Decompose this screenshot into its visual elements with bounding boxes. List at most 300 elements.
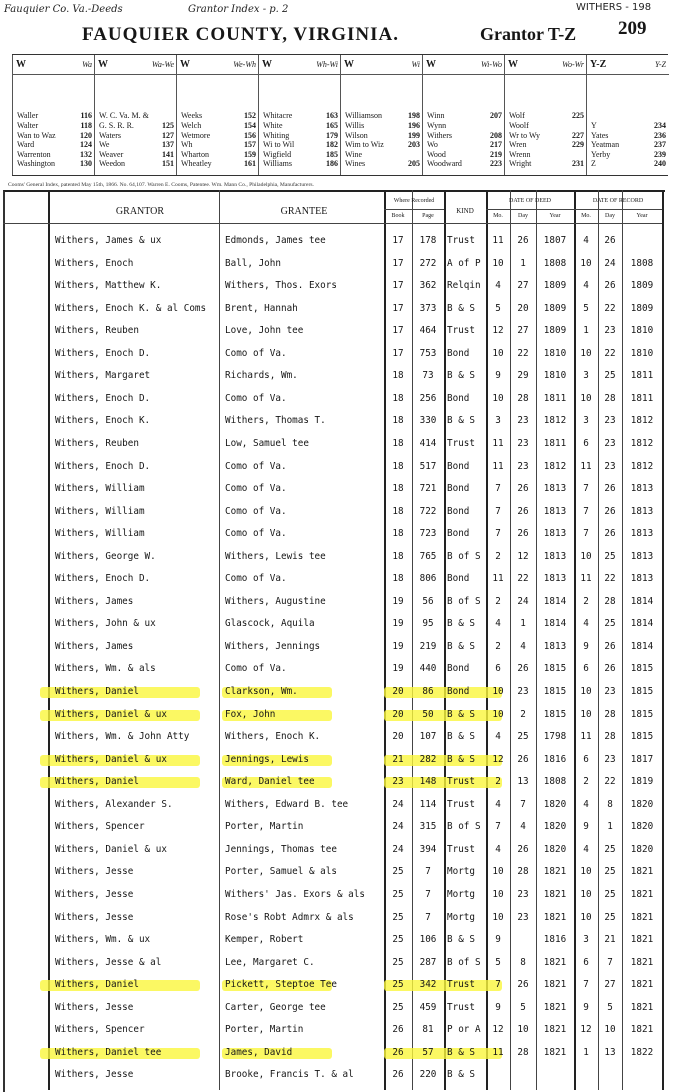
index-entry-name: White [263, 121, 283, 131]
index-entry [263, 131, 338, 141]
deed-day-cell: 23 [517, 437, 529, 449]
book-cell: 18 [392, 415, 404, 427]
index-entry [17, 140, 92, 150]
kind-cell: Bond [447, 347, 470, 359]
deed-year-cell: 1820 [543, 821, 567, 833]
index-entry-page: 141 [162, 149, 174, 159]
grantee-cell: Kemper, Robert [225, 934, 304, 946]
deed-month-cell: 10 [492, 257, 504, 269]
record-year-cell: 1821 [630, 1001, 654, 1013]
record-day-cell: 25 [604, 618, 616, 630]
page-cell: 219 [419, 640, 437, 652]
grantee-cell: Withers, Lewis tee [225, 550, 326, 562]
index-column [258, 55, 341, 175]
index-entry [99, 121, 174, 131]
record-year-header: Year [636, 213, 648, 219]
deed-month-cell: 10 [492, 347, 504, 359]
record-year-cell: 1813 [630, 483, 654, 495]
page-cell: 220 [419, 1069, 437, 1081]
grantee-cell: Fox, John [225, 708, 276, 720]
index-entry [263, 140, 338, 150]
table-row [0, 614, 680, 636]
record-month-cell: 5 [583, 302, 589, 314]
index-column [422, 55, 505, 175]
grantor-cell: Withers, Enoch D. [55, 460, 151, 472]
grantee-cell: James, David [225, 1046, 293, 1058]
page-cell: 721 [419, 483, 437, 495]
record-year-cell: 1813 [630, 573, 654, 585]
record-day-cell: 28 [604, 731, 616, 743]
deed-month-cell: 7 [495, 979, 501, 991]
grantee-cell: Withers, Jennings [225, 640, 321, 652]
table-row [0, 569, 680, 591]
deed-day-cell: 28 [517, 866, 529, 878]
deed-day-cell: 7 [520, 798, 526, 810]
table-row [0, 975, 680, 997]
table-row [0, 321, 680, 343]
record-month-cell: 1 [583, 1046, 589, 1058]
record-year-cell: 1815 [630, 663, 654, 675]
deed-month-cell: 10 [492, 392, 504, 404]
record-day-cell: 27 [604, 979, 616, 991]
index-entry [181, 140, 256, 150]
page-cell: 287 [419, 956, 437, 968]
page-cell: 459 [419, 1001, 437, 1013]
index-letter: Y-Z [590, 59, 607, 70]
grantor-cell: Withers, William [55, 483, 145, 495]
grantee-cell: Withers, Thomas T. [225, 415, 326, 427]
record-day-cell: 23 [604, 325, 616, 337]
index-entry [263, 150, 338, 160]
grantor-range-label: Grantor T-Z [480, 24, 577, 44]
deed-month-cell: 12 [492, 1024, 504, 1036]
publisher-line: Cooms' General Index, patented May 15th, 1866. No. 64,107. Warren E. Cooms, Patentee. Wm. Mann Co., Philadelphia, Manufacturers. [8, 182, 314, 188]
kind-header: KIND [456, 207, 474, 215]
book-cell: 19 [392, 663, 404, 675]
index-letter: W [16, 59, 26, 70]
index-entry-page: 118 [80, 121, 92, 131]
index-entry-name: Ward [17, 140, 35, 150]
record-year-cell: 1812 [630, 460, 654, 472]
deed-day-cell: 27 [517, 325, 529, 337]
table-row [0, 524, 680, 546]
index-range: Wa [82, 60, 92, 69]
book-cell: 25 [392, 888, 404, 900]
index-entry-name: Y [591, 121, 597, 131]
record-day-cell: 28 [604, 392, 616, 404]
book-cell: 20 [392, 708, 404, 720]
index-column-header [177, 55, 259, 75]
record-year-cell: 1809 [630, 302, 654, 314]
deed-year-cell: 1809 [543, 325, 567, 337]
grantor-cell: Withers, Daniel [55, 686, 139, 697]
grantor-cell: Withers, Daniel & ux [55, 753, 167, 765]
record-month-cell: 2 [583, 595, 589, 607]
record-day-cell: 25 [604, 370, 616, 382]
grantee-cell: Glascock, Aquila [225, 618, 315, 630]
index-entry [427, 111, 502, 121]
table-row [0, 953, 680, 975]
index-entry-name: Weeks [181, 111, 203, 121]
grantee-cell: Como of Va. [225, 460, 287, 472]
record-month-cell: 7 [583, 979, 589, 991]
index-column [340, 55, 423, 175]
table-row [0, 547, 680, 569]
table-row [0, 457, 680, 479]
grantor-cell: Withers, Daniel & ux [55, 843, 167, 855]
record-month-cell: 11 [580, 731, 592, 743]
alphabetical-index [12, 54, 668, 176]
page-cell: 107 [419, 731, 437, 743]
grantor-cell: Withers, Enoch D. [55, 573, 151, 585]
table-row [0, 592, 680, 614]
deed-year-cell: 1807 [543, 235, 567, 246]
deed-year-cell: 1811 [543, 437, 567, 449]
index-column-header [341, 55, 423, 75]
index-entry-page: 223 [490, 159, 502, 169]
kind-cell: Bond [447, 505, 470, 517]
page-cell: 414 [419, 437, 437, 449]
deed-day-cell: 12 [517, 550, 529, 562]
grantor-cell: Withers, Jesse [55, 866, 134, 878]
record-year-cell: 1813 [630, 528, 654, 540]
kind-cell: B of S [447, 595, 481, 607]
kind-cell: B & S [447, 415, 475, 427]
index-entry-name: Whiting [263, 130, 290, 140]
record-day-cell: 26 [604, 640, 616, 652]
index-entry-name: Wigfield [263, 149, 292, 159]
index-range: Wo-Wr [562, 60, 584, 69]
index-entry-name: Wren [509, 140, 527, 150]
index-column-header [259, 55, 341, 75]
index-entry-name: Waters [99, 130, 122, 140]
deed-day-cell: 26 [517, 505, 529, 517]
table-row [0, 389, 680, 411]
kind-cell: Bond [447, 483, 470, 495]
deed-day-cell: 23 [517, 686, 529, 697]
index-entry-name: Wo [427, 140, 438, 150]
record-year-cell: 1820 [630, 843, 654, 855]
record-year-cell: 1821 [630, 911, 654, 923]
table-row [0, 411, 680, 433]
book-cell: 23 [392, 776, 404, 788]
record-day-cell: 26 [604, 483, 616, 495]
index-entry [181, 121, 256, 131]
book-cell: 20 [392, 686, 404, 697]
index-entry-page: 240 [654, 159, 666, 169]
deed-year-cell: 1810 [543, 347, 567, 359]
grantee-cell: Pickett, Steptoe Tee [225, 979, 337, 991]
deed-day-header: Day [518, 213, 528, 219]
book-cell: 25 [392, 911, 404, 923]
index-range: Wa-We [151, 60, 174, 69]
deed-day-cell: 24 [517, 595, 529, 607]
record-month-cell: 10 [580, 911, 592, 923]
record-day-cell: 10 [604, 1024, 616, 1036]
record-day-cell: 25 [604, 866, 616, 878]
grantor-cell: Withers, Jesse [55, 911, 134, 923]
index-entry-name: Williams [263, 159, 293, 169]
deed-month-cell: 9 [495, 370, 501, 382]
deed-day-cell: 13 [517, 776, 529, 788]
record-month-cell: 3 [583, 415, 589, 427]
index-entry [427, 159, 502, 169]
index-entry [99, 131, 174, 141]
book-cell: 17 [392, 302, 404, 314]
deed-day-cell: 26 [517, 843, 529, 855]
record-month-cell: 4 [583, 235, 589, 246]
index-entry [591, 131, 666, 141]
book-cell: 18 [392, 573, 404, 585]
record-day-cell: 26 [604, 528, 616, 540]
record-year-cell: 1814 [630, 595, 654, 607]
deed-year-cell: 1815 [543, 663, 567, 675]
page-cell: 73 [422, 370, 434, 382]
kind-cell: Mortg [447, 888, 475, 900]
kind-cell: A of P [447, 257, 481, 269]
index-letter: W [262, 59, 272, 70]
index-entry-page: 231 [572, 159, 584, 169]
book-cell: 24 [392, 798, 404, 810]
kind-cell: Bond [447, 686, 470, 697]
deed-year-cell: 1816 [543, 934, 567, 946]
grantor-cell: Withers, Spencer [55, 1024, 145, 1036]
grantee-cell: Como of Va. [225, 483, 287, 495]
kind-cell: Trust [447, 235, 475, 246]
record-day-cell: 24 [604, 257, 616, 269]
deed-day-cell: 26 [517, 483, 529, 495]
book-cell: 21 [392, 753, 404, 765]
record-month-cell: 10 [580, 686, 592, 697]
index-entry [591, 121, 666, 131]
kind-cell: Bond [447, 528, 470, 540]
index-entry-page: 239 [654, 149, 666, 159]
table-row [0, 862, 680, 884]
table-row [0, 659, 680, 681]
page-cell: 806 [419, 573, 437, 585]
deed-year-cell: 1813 [543, 640, 567, 652]
grantor-cell: Withers, Enoch D. [55, 392, 151, 404]
record-month-cell: 12 [580, 1024, 592, 1036]
grantor-cell: Withers, John & ux [55, 618, 156, 630]
book-cell: 26 [392, 1069, 404, 1081]
book-cell: 24 [392, 821, 404, 833]
grantor-cell: Withers, William [55, 505, 145, 517]
record-year-cell: 1815 [630, 686, 654, 697]
grantor-cell: Withers, Wm. & ux [55, 934, 151, 946]
kind-cell: Bond [447, 460, 470, 472]
page-cell: 282 [419, 753, 437, 765]
index-entry-name: Yeatman [591, 140, 620, 150]
record-year-cell: 1821 [630, 1024, 654, 1036]
kind-cell: Trust [447, 437, 475, 449]
record-day-cell: 26 [604, 280, 616, 292]
deed-day-cell: 22 [517, 573, 529, 585]
index-entry-name: Willis [345, 121, 365, 131]
record-month-cell: 10 [580, 257, 592, 269]
table-row [0, 795, 680, 817]
index-entry-page: 132 [80, 149, 92, 159]
index-entry [263, 159, 338, 169]
grantor-cell: Withers, Jesse & al [55, 956, 162, 968]
kind-cell: P or A [447, 1024, 481, 1036]
record-year-cell: 1808 [630, 257, 654, 269]
index-entry-name: Weedon [99, 159, 126, 169]
record-year-cell: 1813 [630, 505, 654, 517]
index-entry [181, 159, 256, 169]
book-cell: 19 [392, 595, 404, 607]
grantee-cell: Richards, Wm. [225, 370, 298, 382]
index-entry-page: 124 [80, 140, 92, 150]
record-day-cell: 7 [607, 956, 613, 968]
date-of-record-header: DATE OF RECORD [592, 198, 644, 204]
index-entry-page: 234 [654, 121, 666, 131]
index-entry [427, 140, 502, 150]
kind-cell: B & S [447, 618, 475, 630]
page-cell: 723 [419, 528, 437, 540]
kind-cell: B & S [447, 934, 475, 946]
table-row [0, 344, 680, 366]
index-entry [509, 111, 584, 121]
record-month-cell: 10 [580, 347, 592, 359]
deed-month-cell: 5 [495, 302, 501, 314]
deed-day-cell: 1 [520, 618, 526, 630]
index-range: Wh-Wi [316, 60, 338, 69]
record-day-cell: 26 [604, 505, 616, 517]
record-month-cell: 1 [583, 325, 589, 337]
book-cell: 17 [392, 235, 404, 246]
index-entry-page: 205 [408, 159, 420, 169]
book-cell: 26 [392, 1046, 404, 1058]
page-title: FAUQUIER COUNTY, VIRGINIA. [82, 24, 400, 45]
index-entry [181, 131, 256, 141]
grantee-cell: Como of Va. [225, 392, 287, 404]
deed-day-cell: 25 [517, 731, 529, 743]
book-cell: 25 [392, 979, 404, 991]
table-row [0, 840, 680, 862]
index-entry [263, 111, 338, 121]
table-row [0, 366, 680, 388]
deed-month-cell: 2 [495, 776, 501, 788]
page-cell: 7 [425, 866, 431, 878]
record-month-cell: 4 [583, 798, 589, 810]
book-cell: 19 [392, 640, 404, 652]
index-entry [591, 150, 666, 160]
deed-month-cell: 7 [495, 821, 501, 833]
index-range: Wi [411, 60, 420, 69]
kind-cell: Bond [447, 573, 470, 585]
index-entry [99, 111, 174, 121]
record-month-cell: 9 [583, 640, 589, 652]
deed-day-cell: 5 [520, 1001, 526, 1013]
deed-day-cell: 29 [517, 370, 529, 382]
header-rule [3, 223, 662, 224]
record-year-cell: 1821 [630, 888, 654, 900]
index-column [586, 55, 669, 175]
table-row [0, 817, 680, 839]
index-range: Wi-Wo [480, 60, 502, 69]
kind-cell: Trust [447, 776, 475, 788]
record-day-cell: 8 [607, 798, 613, 810]
deed-day-cell: 23 [517, 415, 529, 427]
page-cell: 57 [422, 1046, 434, 1058]
deed-year-cell: 1821 [543, 956, 567, 968]
grantor-cell: Withers, James [55, 640, 134, 652]
index-entry-page: 161 [244, 159, 256, 169]
index-entry-page: 120 [80, 130, 92, 140]
index-entry-page: 154 [244, 121, 256, 131]
table-row [0, 930, 680, 952]
record-month-cell: 3 [583, 934, 589, 946]
deed-year-cell: 1813 [543, 573, 567, 585]
deed-year-cell: 1809 [543, 302, 567, 314]
handwritten-note-right: WITHERS - 198 [576, 2, 652, 13]
index-entry-name: Wolf [509, 111, 525, 121]
index-letter: W [344, 59, 354, 70]
index-entry [345, 150, 420, 160]
table-row [0, 908, 680, 930]
deed-day-cell: 26 [517, 753, 529, 765]
index-letter: W [508, 59, 518, 70]
index-range: We-Wh [233, 60, 256, 69]
index-entry-name: Williamson [345, 111, 383, 121]
index-entry-name: Wh [181, 140, 193, 150]
grantee-cell: Carter, George tee [225, 1001, 326, 1013]
kind-cell: Relqin [447, 280, 481, 292]
grantee-cell: Ball, John [225, 257, 281, 269]
grantee-cell: Withers' Jas. Exors & als [225, 888, 365, 900]
deed-year-cell: 1808 [543, 257, 567, 269]
grantee-cell: Low, Samuel tee [225, 437, 309, 449]
index-entry-name: Wim to Wiz [345, 140, 384, 150]
index-entry [345, 159, 420, 169]
index-entry-name: Walter [17, 121, 39, 131]
deed-year-cell: 1821 [543, 866, 567, 878]
deed-month-cell: 9 [495, 1001, 501, 1013]
index-column [504, 55, 587, 175]
index-entry-name: Wilson [345, 130, 368, 140]
record-year-cell: 1810 [630, 347, 654, 359]
index-entry [509, 159, 584, 169]
record-day-cell: 26 [604, 663, 616, 675]
grantor-cell: Withers, Margaret [55, 370, 151, 382]
deed-day-cell: 23 [517, 460, 529, 472]
deed-day-cell: 22 [517, 347, 529, 359]
record-year-cell: 1821 [630, 934, 654, 946]
deed-day-cell: 4 [520, 640, 526, 652]
record-year-cell: 1815 [630, 708, 654, 720]
deed-month-cell: 11 [492, 573, 504, 585]
deed-day-cell: 26 [517, 528, 529, 540]
grantor-cell: Withers, James [55, 595, 134, 607]
page-cell: 106 [419, 934, 437, 946]
page-cell: 114 [419, 798, 437, 810]
page-cell: 7 [425, 911, 431, 923]
page-cell: 56 [422, 595, 434, 607]
deed-month-cell: 4 [495, 280, 501, 292]
index-entry-page: 130 [80, 159, 92, 169]
record-year-cell: 1811 [630, 392, 654, 404]
handwritten-note-middle: Grantor Index - p. 2 [188, 4, 289, 15]
kind-cell: Trust [447, 979, 475, 991]
deed-month-cell: 12 [492, 325, 504, 337]
record-month-cell: 7 [583, 528, 589, 540]
deed-month-cell: 2 [495, 640, 501, 652]
deed-day-cell: 10 [517, 1024, 529, 1036]
grantee-cell: Edmonds, James tee [225, 235, 326, 246]
deed-year-cell: 1821 [543, 1046, 567, 1058]
index-entry-name: Wright [509, 159, 532, 169]
